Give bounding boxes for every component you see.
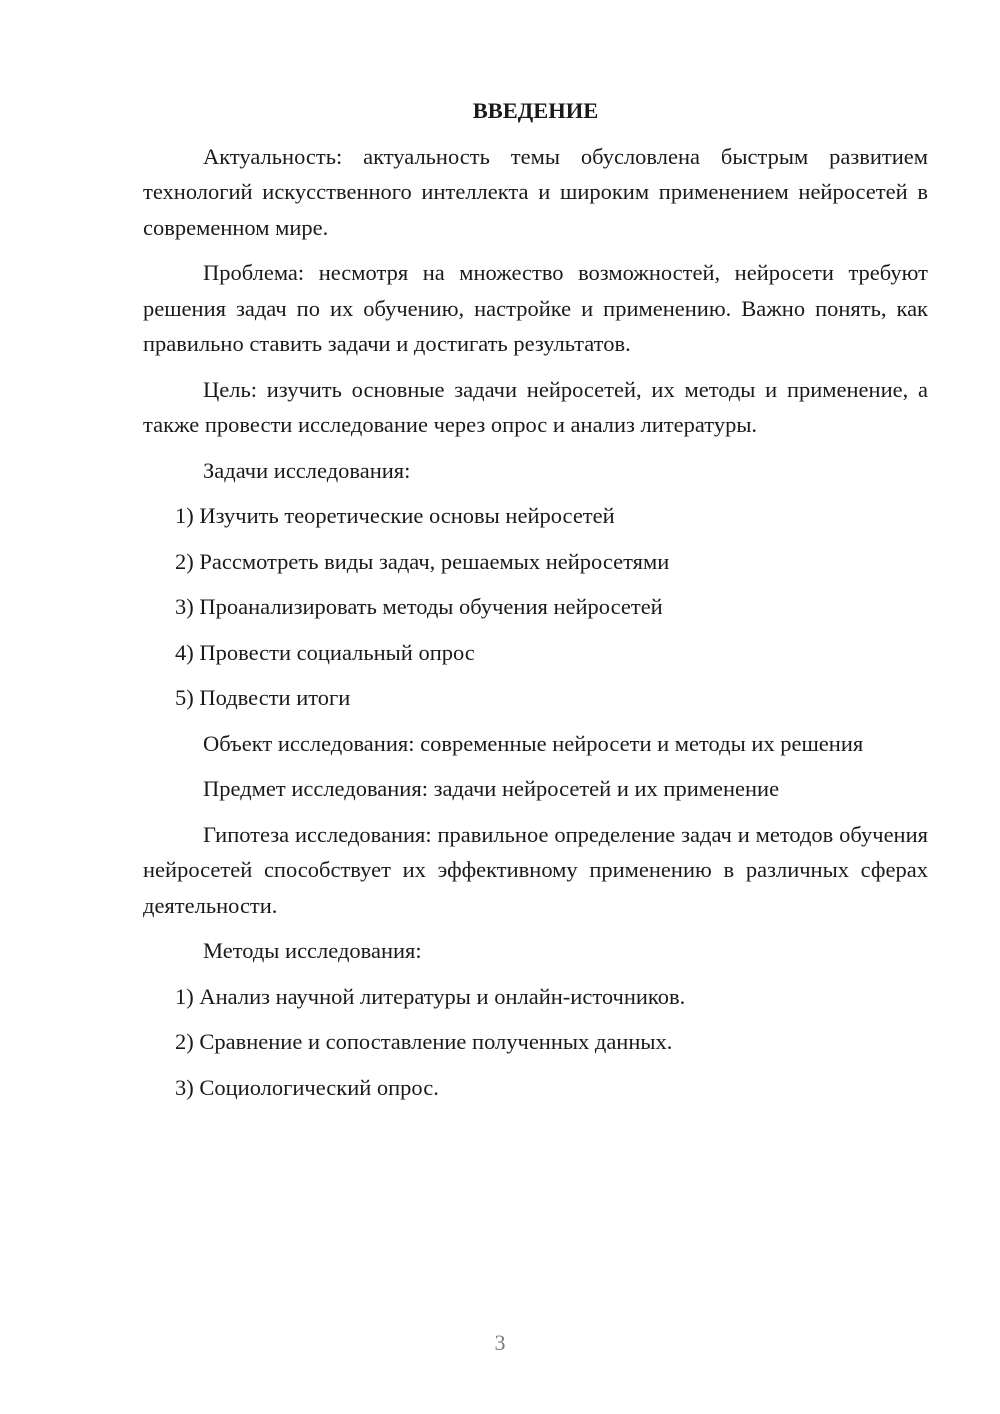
tasks-list-item: 1) Изучить теоретические основы нейросетей	[175, 503, 615, 528]
subject-paragraph: Предмет исследования: задачи нейросетей и их применение	[203, 776, 780, 801]
methods-list-item: 3) Социологический опрос.	[175, 1074, 439, 1100]
section-heading: ВВЕДЕНИЕ	[472, 98, 599, 123]
document-body	[143, 93, 928, 1115]
goal-paragraph: Цель: изучить основные задачи нейросетей, их методы и применение, а также провести исследование через опрос и анализ литературы.	[143, 376, 928, 437]
page-number: 3	[494, 1330, 506, 1355]
methods-label: Методы исследования:	[203, 938, 422, 963]
tasks-list-item: 4) Провести социальный опрос	[175, 639, 475, 665]
relevance-paragraph: Актуальность: актуальность темы обусловлена быстрым развитием технологий искусственного интеллекта и широким применением нейросетей в современном мире.	[143, 143, 928, 240]
methods-list-item: 2) Сравнение и сопоставление полученных данных.	[175, 1029, 673, 1054]
tasks-list-item: 5) Подвести итоги	[175, 685, 351, 710]
tasks-list-item: 2) Рассмотреть виды задач, решаемых нейросетями	[175, 548, 670, 574]
tasks-list-item: 3) Проанализировать методы обучения нейросетей	[175, 594, 663, 619]
problem-paragraph: Проблема: несмотря на множество возможностей, нейросети требуют решения задач по их обучению, настройке и применению. Важно понять, как правильно ставить задачи и достигать результатов.	[143, 260, 928, 356]
hypothesis-paragraph: Гипотеза исследования: правильное определение задач и методов обучения нейросетей способствует их эффективному применению в различных сферах деятельности.	[143, 821, 928, 918]
object-paragraph: Объект исследования: современные нейросети и методы их решения	[203, 730, 864, 756]
methods-list-item: 1) Анализ научной литературы и онлайн-источников.	[175, 983, 686, 1009]
tasks-label: Задачи исследования:	[203, 457, 411, 483]
